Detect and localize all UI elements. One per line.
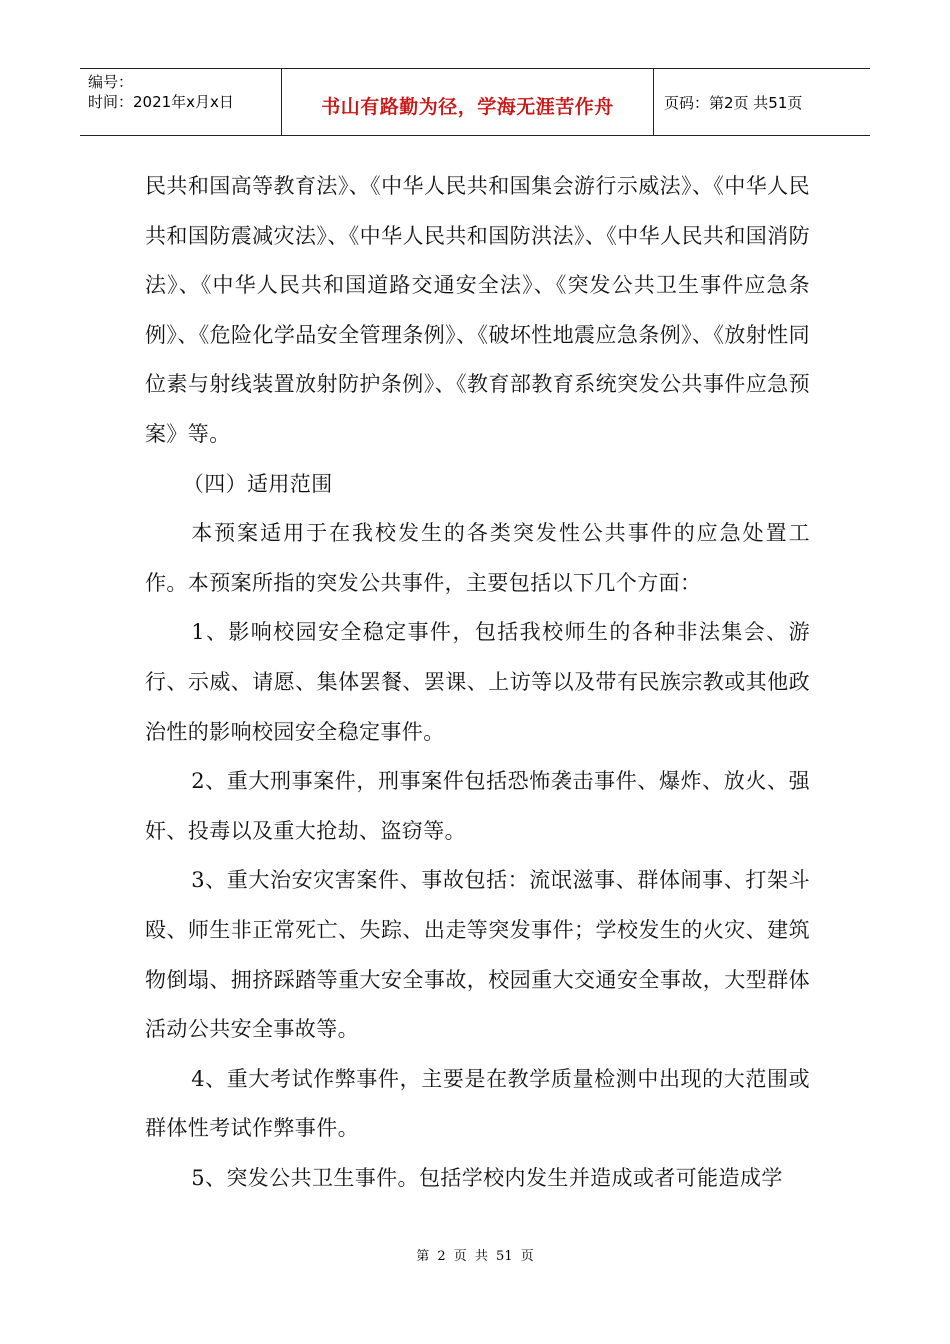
- page-header: [80, 68, 870, 136]
- section-heading-scope: （四）适用范围: [182, 471, 333, 496]
- list-item-2: 2、重大刑事案件，刑事案件包括恐怖袭击事件、爆炸、放火、强奸、投毒以及重大抢劫、盗窃等。: [145, 769, 810, 843]
- doc-number-label: 编号：: [88, 73, 134, 91]
- paragraph-laws-continued: 民共和国高等教育法》、《中华人民共和国集会游行示威法》、《中华人民共和国防震减灾法》、《中华人民共和国防洪法》、《中华人民共和国消防法》、《中华人民共和国道路交通安全法》、《突发公共卫生事件应急条例》、《危险化学品安全管理条例》、《破坏性地震应急条例》、《放射性同位素与射线装置放射防护条例》、《教育部教育系统突发公共事件应急预案》等。: [145, 174, 810, 446]
- list-item-3: 3、重大治安灾害案件、事故包括：流氓滋事、群体闹事、打架斗殴、师生非正常死亡、失踪、出走等突发事件；学校发生的火灾、建筑物倒塌、拥挤踩踏等重大安全事故，校园重大交通安全事故，大型群体活动公共安全事故等。: [145, 868, 810, 1042]
- paragraph-scope: 本预案适用于在我校发生的各类突发性公共事件的应急处置工作。本预案所指的突发公共事件，主要包括以下几个方面：: [145, 521, 810, 595]
- date-line: 时间：2021年x月x日: [88, 93, 234, 111]
- header-page-cell: [654, 69, 870, 135]
- page-code: 页码：第2页 共51页: [664, 93, 803, 112]
- motto-text: 书山有路勤为径，学海无涯苦作舟: [321, 95, 614, 118]
- document-body: [145, 162, 810, 1203]
- header-motto-cell: [282, 69, 654, 135]
- header-info-cell: [80, 69, 282, 135]
- list-item-5: 5、突发公共卫生事件。包括学校内发生并造成或者可能造成学: [191, 1165, 783, 1190]
- list-item-1: 1、影响校园安全稳定事件，包括我校师生的各种非法集会、游行、示威、请愿、集体罢餐、罢课、上访等以及带有民族宗教或其他政治性的影响校园安全稳定事件。: [145, 620, 810, 744]
- list-item-4: 4、重大考试作弊事件，主要是在教学质量检测中出现的大范围或群体性考试作弊事件。: [145, 1066, 810, 1141]
- page-footer: 第 2 页 共 51 页: [416, 1249, 534, 1264]
